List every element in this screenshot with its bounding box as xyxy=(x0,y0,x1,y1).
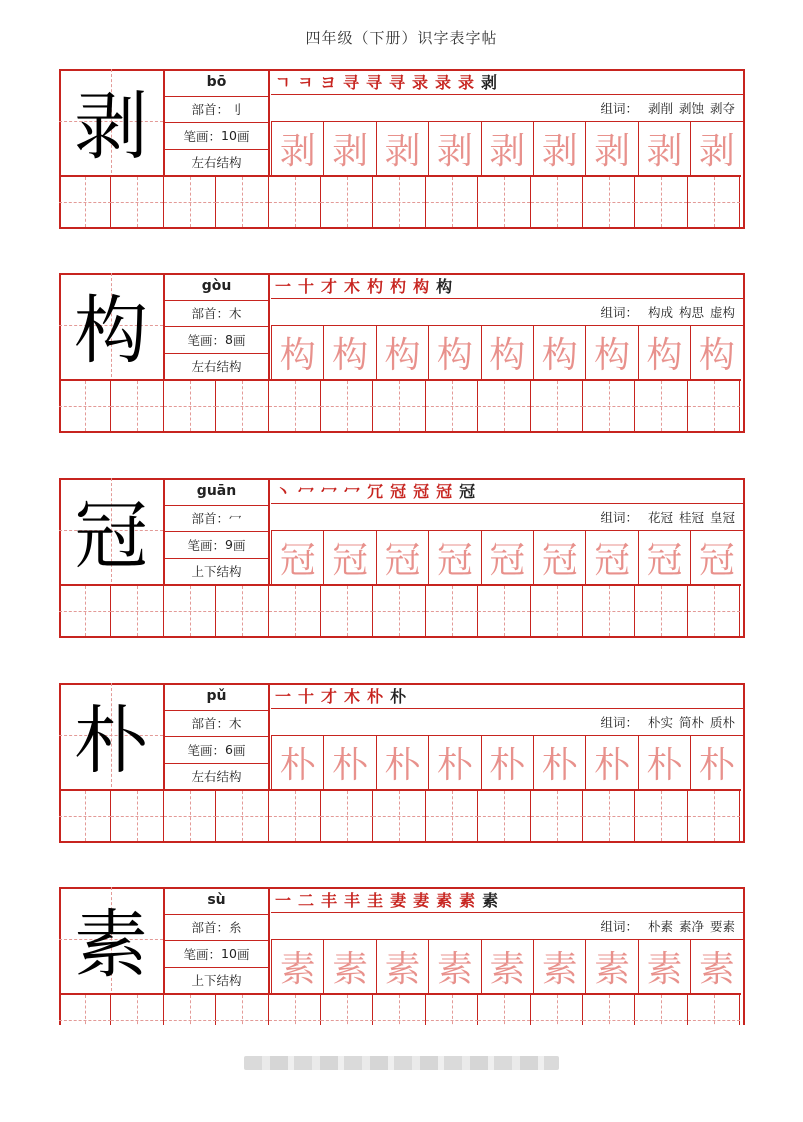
word: 朴素 xyxy=(647,919,673,934)
stroke-count: 6 xyxy=(225,742,233,758)
stroke-step: 冠 xyxy=(390,482,407,501)
practice-cell[interactable] xyxy=(164,995,216,1025)
practice-cell[interactable] xyxy=(111,791,163,841)
words-label: 组词： xyxy=(600,305,638,320)
character-block xyxy=(59,887,745,1025)
stroke-step: 丶 xyxy=(275,482,292,501)
tracing-character: 朴 xyxy=(585,736,637,789)
character-block xyxy=(59,69,745,229)
stroke-step: 一 xyxy=(275,891,292,910)
word-list xyxy=(271,709,743,736)
practice-cell[interactable] xyxy=(583,177,635,227)
stroke-step: 一 xyxy=(275,687,292,706)
practice-cell[interactable] xyxy=(531,995,583,1025)
words-label: 组词： xyxy=(600,510,638,525)
stroke-step: 朴 xyxy=(367,687,384,706)
practice-cell[interactable] xyxy=(635,586,687,636)
tracing-row xyxy=(271,736,743,789)
stroke-count-row xyxy=(165,326,268,353)
word: 剥削 xyxy=(647,101,673,116)
tracing-character: 构 xyxy=(585,326,637,379)
practice-row xyxy=(59,789,741,841)
stroke-suffix: 画 xyxy=(232,332,246,348)
tracing-row xyxy=(271,326,743,379)
stroke-step: 寻 xyxy=(388,73,405,92)
practice-row xyxy=(59,379,741,431)
main-character-cell xyxy=(59,478,165,584)
tracing-character: 构 xyxy=(376,326,428,379)
practice-cell[interactable] xyxy=(478,381,530,431)
main-character-cell xyxy=(59,887,165,993)
radical-label: 部首： xyxy=(191,102,229,118)
practice-cell[interactable] xyxy=(269,177,321,227)
stroke-step: 素 xyxy=(482,891,499,910)
main-character: 构 xyxy=(74,288,148,374)
stroke-order xyxy=(271,887,743,913)
stroke-step: 圭 xyxy=(367,891,384,910)
practice-cell[interactable] xyxy=(688,995,740,1025)
stroke-step: 冠 xyxy=(413,482,430,501)
radical-value: 糸 xyxy=(229,920,242,936)
tracing-character: 剥 xyxy=(428,122,480,175)
words-label: 组词： xyxy=(600,101,638,116)
practice-cell[interactable] xyxy=(426,177,478,227)
character-block xyxy=(59,683,745,843)
practice-cell[interactable] xyxy=(426,586,478,636)
practice-cell[interactable] xyxy=(531,586,583,636)
word: 构成 xyxy=(647,305,673,320)
structure: 左右结构 xyxy=(165,149,268,176)
practice-cell[interactable] xyxy=(216,177,268,227)
practice-cell[interactable] xyxy=(478,586,530,636)
word: 构思 xyxy=(678,305,704,320)
practice-cell[interactable] xyxy=(373,177,425,227)
stroke-step: 冖 xyxy=(321,482,338,501)
practice-cell[interactable] xyxy=(164,177,216,227)
word: 朴实 xyxy=(647,715,673,730)
practice-cell[interactable] xyxy=(688,177,740,227)
stroke-count-row xyxy=(165,531,268,558)
words-label: 组词： xyxy=(600,715,638,730)
stroke-step: 妻 xyxy=(390,891,407,910)
radical-row xyxy=(165,96,268,123)
main-character: 冠 xyxy=(74,493,148,579)
radical-value: 刂 xyxy=(229,102,242,118)
practice-cell[interactable] xyxy=(583,995,635,1025)
stroke-order xyxy=(271,683,743,709)
practice-cell[interactable] xyxy=(688,586,740,636)
stroke-step: 木 xyxy=(344,277,361,296)
practice-cell[interactable] xyxy=(426,381,478,431)
stroke-step: 冠 xyxy=(459,482,476,501)
tracing-character: 朴 xyxy=(428,736,480,789)
tracing-character: 素 xyxy=(428,940,480,993)
word: 皇冠 xyxy=(709,510,735,525)
tracing-character: 构 xyxy=(481,326,533,379)
practice-cell[interactable] xyxy=(321,791,373,841)
stroke-step: 十 xyxy=(298,277,315,296)
practice-cell[interactable] xyxy=(321,586,373,636)
tracing-character: 构 xyxy=(323,326,375,379)
stroke-step: 二 xyxy=(298,891,315,910)
radical-value: 冖 xyxy=(229,511,242,527)
radical-label: 部首： xyxy=(191,920,229,936)
stroke-suffix: 画 xyxy=(232,537,246,553)
stroke-count: 10 xyxy=(221,946,237,962)
stroke-step: ヨ xyxy=(319,73,336,92)
stroke-step: 剥 xyxy=(481,73,498,92)
tracing-row xyxy=(271,122,743,175)
tracing-character: 构 xyxy=(690,326,742,379)
tracing-character: 朴 xyxy=(323,736,375,789)
word-list xyxy=(271,504,743,531)
tracing-character: 冠 xyxy=(271,531,323,584)
main-character-cell xyxy=(59,273,165,379)
practice-cell[interactable] xyxy=(373,995,425,1025)
stroke-label: 笔画： xyxy=(183,128,222,144)
word: 剥蚀 xyxy=(678,101,704,116)
radical-label: 部首： xyxy=(191,716,229,732)
tracing-character: 素 xyxy=(638,940,690,993)
stroke-step: 十 xyxy=(298,687,315,706)
character-info xyxy=(165,887,270,993)
practice-cell[interactable] xyxy=(59,586,111,636)
tracing-character: 冠 xyxy=(428,531,480,584)
stroke-step: 寻 xyxy=(365,73,382,92)
practice-cell[interactable] xyxy=(688,791,740,841)
structure: 上下结构 xyxy=(165,558,268,585)
practice-cell[interactable] xyxy=(321,995,373,1025)
practice-cell[interactable] xyxy=(635,791,687,841)
radical-row xyxy=(165,505,268,532)
stroke-step: 冖 xyxy=(298,482,315,501)
radical-label: 部首： xyxy=(191,306,229,322)
stroke-step: 妻 xyxy=(413,891,430,910)
practice-cell[interactable] xyxy=(583,381,635,431)
practice-cell[interactable] xyxy=(688,381,740,431)
stroke-step: 录 xyxy=(458,73,475,92)
stroke-step: 素 xyxy=(436,891,453,910)
practice-cell[interactable] xyxy=(531,381,583,431)
stroke-count-row xyxy=(165,940,268,967)
pinyin: bō xyxy=(206,74,227,91)
stroke-step: 冖 xyxy=(344,482,361,501)
character-info xyxy=(165,683,270,789)
stroke-count-row xyxy=(165,122,268,149)
practice-cell[interactable] xyxy=(216,995,268,1025)
tracing-character: 冠 xyxy=(376,531,428,584)
character-block xyxy=(59,273,745,433)
practice-cell[interactable] xyxy=(59,381,111,431)
practice-cell[interactable] xyxy=(164,586,216,636)
practice-cell[interactable] xyxy=(216,381,268,431)
stroke-step: 冗 xyxy=(367,482,384,501)
stroke-step: 杓 xyxy=(367,277,384,296)
stroke-count: 9 xyxy=(225,537,233,553)
stroke-step: 构 xyxy=(436,277,453,296)
radical-label: 部首： xyxy=(191,511,229,527)
pinyin: gòu xyxy=(201,278,232,295)
stroke-count-row xyxy=(165,736,268,763)
character-info xyxy=(165,69,270,175)
document-title: 四年级（下册）识字表字帖 xyxy=(305,29,498,47)
practice-cell[interactable] xyxy=(59,791,111,841)
main-character: 素 xyxy=(74,902,148,988)
practice-cell[interactable] xyxy=(321,177,373,227)
practice-cell[interactable] xyxy=(111,995,163,1025)
stroke-step: 一 xyxy=(275,277,292,296)
blurred-footer-watermark xyxy=(244,1056,559,1070)
pinyin: pǔ xyxy=(206,688,227,705)
main-character-cell xyxy=(59,683,165,789)
practice-cell[interactable] xyxy=(478,791,530,841)
practice-cell[interactable] xyxy=(426,791,478,841)
tracing-character: 剥 xyxy=(533,122,585,175)
practice-cell[interactable] xyxy=(216,791,268,841)
stroke-step: 冠 xyxy=(436,482,453,501)
structure: 左右结构 xyxy=(165,353,268,380)
tracing-character: 冠 xyxy=(638,531,690,584)
stroke-step: 录 xyxy=(412,73,429,92)
word: 质朴 xyxy=(709,715,735,730)
stroke-suffix: 画 xyxy=(232,742,246,758)
tracing-character: 剥 xyxy=(271,122,323,175)
stroke-count: 8 xyxy=(225,332,233,348)
tracing-character: 素 xyxy=(533,940,585,993)
word: 桂冠 xyxy=(678,510,704,525)
character-info xyxy=(165,273,270,379)
stroke-step: 录 xyxy=(435,73,452,92)
stroke-order xyxy=(271,273,743,299)
stroke-label: 笔画： xyxy=(187,332,226,348)
tracing-character: 素 xyxy=(376,940,428,993)
tracing-row xyxy=(271,940,743,993)
practice-cell[interactable] xyxy=(216,586,268,636)
pinyin: guān xyxy=(196,483,237,500)
practice-row xyxy=(59,175,741,227)
stroke-order xyxy=(271,478,743,504)
practice-cell[interactable] xyxy=(531,791,583,841)
tracing-character: 朴 xyxy=(271,736,323,789)
structure: 左右结构 xyxy=(165,763,268,790)
stroke-step: 丰 xyxy=(344,891,361,910)
tracing-character: 素 xyxy=(690,940,742,993)
main-character: 朴 xyxy=(74,698,148,784)
tracing-character: 素 xyxy=(271,940,323,993)
stroke-step: 寻 xyxy=(342,73,359,92)
practice-cell[interactable] xyxy=(269,586,321,636)
word: 简朴 xyxy=(678,715,704,730)
radical-value: 木 xyxy=(229,306,242,322)
tracing-character: 剥 xyxy=(690,122,742,175)
pinyin: sù xyxy=(207,892,226,909)
tracing-character: 构 xyxy=(533,326,585,379)
practice-cell[interactable] xyxy=(321,381,373,431)
practice-cell[interactable] xyxy=(111,586,163,636)
character-block xyxy=(59,478,745,638)
word: 剥夺 xyxy=(709,101,735,116)
practice-cell[interactable] xyxy=(111,381,163,431)
tracing-character: 构 xyxy=(428,326,480,379)
word: 要素 xyxy=(709,919,735,934)
practice-cell[interactable] xyxy=(583,791,635,841)
tracing-character: 剥 xyxy=(481,122,533,175)
tracing-character: 冠 xyxy=(690,531,742,584)
tracing-character: 朴 xyxy=(376,736,428,789)
practice-cell[interactable] xyxy=(269,791,321,841)
character-info xyxy=(165,478,270,584)
stroke-suffix: 画 xyxy=(236,128,250,144)
radical-row xyxy=(165,710,268,737)
practice-cell[interactable] xyxy=(426,995,478,1025)
practice-cell[interactable] xyxy=(269,995,321,1025)
practice-cell[interactable] xyxy=(583,586,635,636)
radical-row xyxy=(165,300,268,327)
stroke-step: ㅋ xyxy=(297,73,313,92)
structure: 上下结构 xyxy=(165,967,268,994)
stroke-step: 构 xyxy=(413,277,430,296)
practice-cell[interactable] xyxy=(373,381,425,431)
practice-cell[interactable] xyxy=(164,381,216,431)
practice-cell[interactable] xyxy=(59,177,111,227)
tracing-character: 朴 xyxy=(638,736,690,789)
tracing-character: 冠 xyxy=(585,531,637,584)
stroke-count: 10 xyxy=(221,128,237,144)
word: 花冠 xyxy=(647,510,673,525)
tracing-character: 剥 xyxy=(638,122,690,175)
radical-value: 木 xyxy=(229,716,242,732)
practice-cell[interactable] xyxy=(635,995,687,1025)
stroke-step: 丰 xyxy=(321,891,338,910)
stroke-step: 木 xyxy=(344,687,361,706)
tracing-character: 朴 xyxy=(690,736,742,789)
practice-cell[interactable] xyxy=(373,586,425,636)
tracing-character: 剥 xyxy=(585,122,637,175)
tracing-character: 朴 xyxy=(533,736,585,789)
tracing-character: 朴 xyxy=(481,736,533,789)
word-list xyxy=(271,913,743,940)
practice-cell[interactable] xyxy=(635,381,687,431)
tracing-row xyxy=(271,531,743,584)
practice-row xyxy=(59,584,741,636)
tracing-character: 剥 xyxy=(376,122,428,175)
word-list xyxy=(271,95,743,122)
word: 虚构 xyxy=(709,305,735,320)
tracing-character: 冠 xyxy=(323,531,375,584)
stroke-label: 笔画： xyxy=(187,537,226,553)
practice-cell[interactable] xyxy=(635,177,687,227)
main-character-cell xyxy=(59,69,165,175)
tracing-character: 素 xyxy=(481,940,533,993)
practice-cell[interactable] xyxy=(531,177,583,227)
practice-cell[interactable] xyxy=(59,995,111,1025)
practice-cell[interactable] xyxy=(111,177,163,227)
stroke-label: 笔画： xyxy=(183,946,222,962)
stroke-step: 素 xyxy=(459,891,476,910)
stroke-step: 朴 xyxy=(390,687,407,706)
words-label: 组词： xyxy=(600,919,638,934)
practice-cell[interactable] xyxy=(478,177,530,227)
radical-row xyxy=(165,914,268,941)
stroke-step: ㄱ xyxy=(275,73,291,92)
tracing-character: 构 xyxy=(271,326,323,379)
tracing-character: 冠 xyxy=(533,531,585,584)
word: 素净 xyxy=(678,919,704,934)
stroke-suffix: 画 xyxy=(236,946,250,962)
practice-cell[interactable] xyxy=(373,791,425,841)
stroke-step: 才 xyxy=(321,277,338,296)
practice-cell[interactable] xyxy=(478,995,530,1025)
stroke-label: 笔画： xyxy=(187,742,226,758)
tracing-character: 素 xyxy=(585,940,637,993)
tracing-character: 素 xyxy=(323,940,375,993)
practice-row xyxy=(59,993,741,1025)
word-list xyxy=(271,299,743,326)
stroke-step: 杓 xyxy=(390,277,407,296)
tracing-character: 冠 xyxy=(481,531,533,584)
tracing-character: 构 xyxy=(638,326,690,379)
practice-cell[interactable] xyxy=(269,381,321,431)
main-character: 剥 xyxy=(74,84,148,170)
practice-cell[interactable] xyxy=(164,791,216,841)
stroke-order xyxy=(271,69,743,95)
stroke-step: 才 xyxy=(321,687,338,706)
tracing-character: 剥 xyxy=(323,122,375,175)
